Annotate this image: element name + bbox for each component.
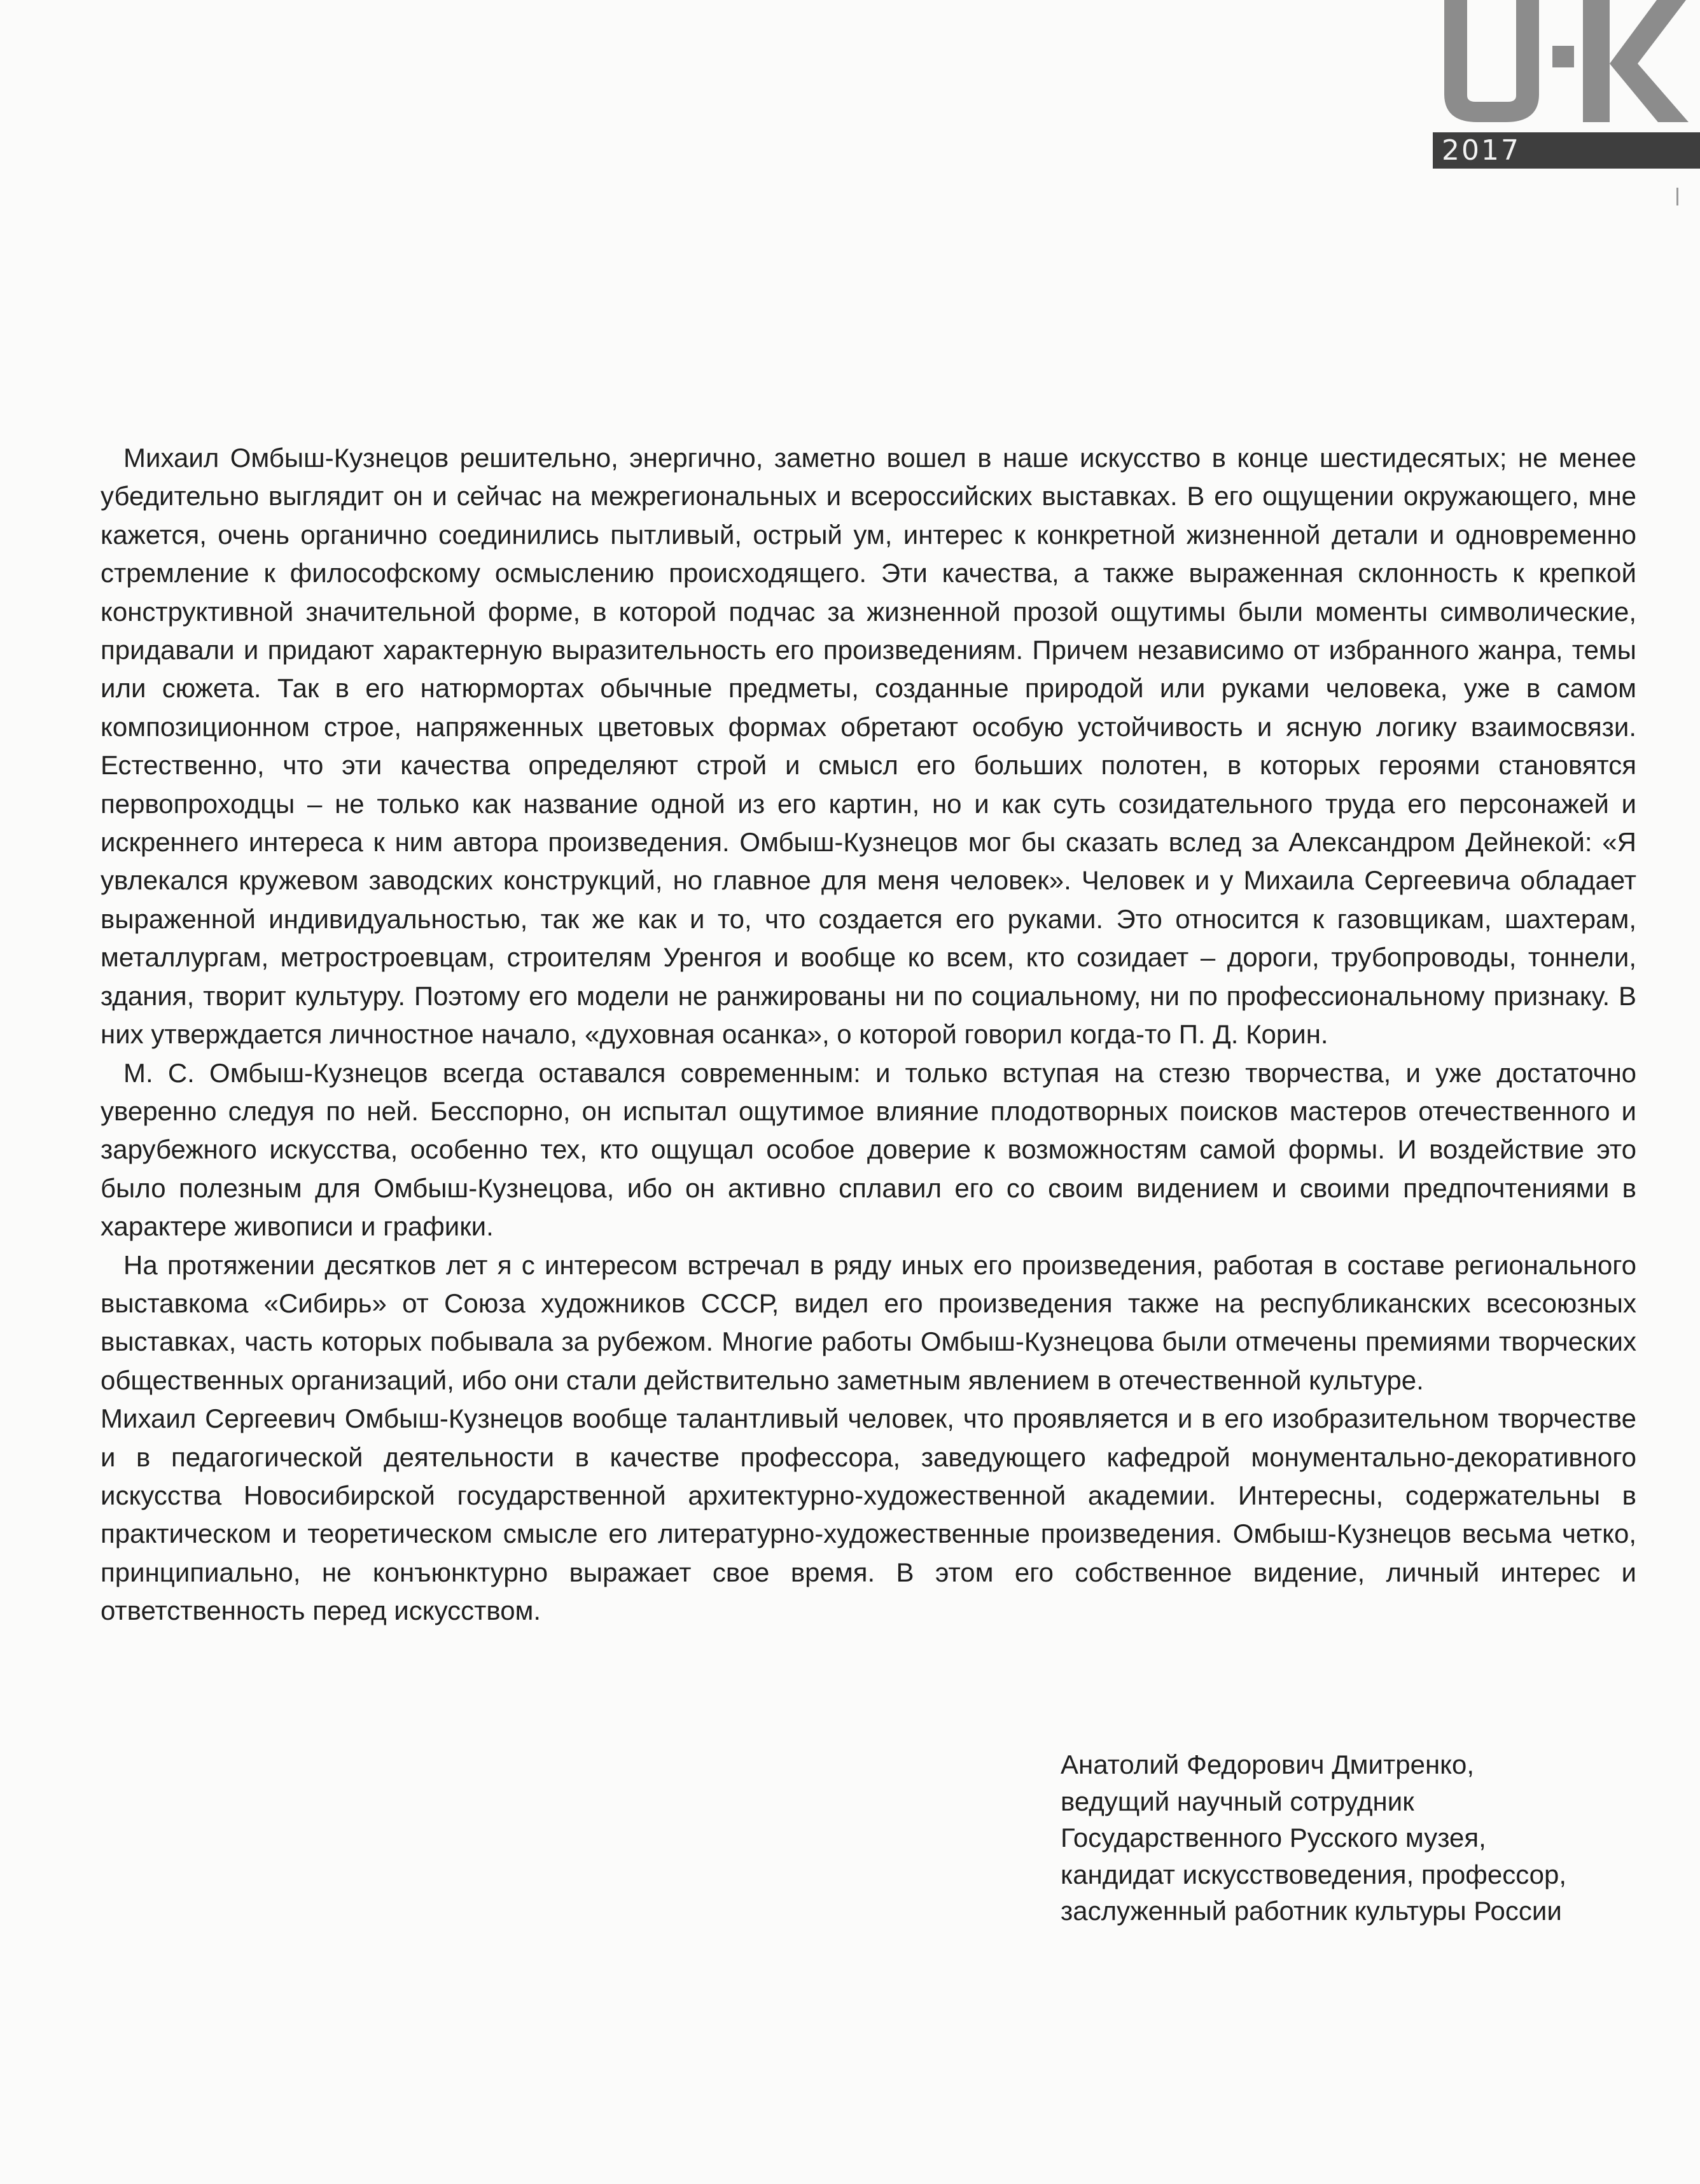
article-paragraph: Михаил Омбыш-Кузнецов решительно, энергично, заметно вошел в наше искусство в конце шестидесятых; не менее убедительно выглядит он и сейчас на межрегиональных и всероссийских выставках. В его ощущении окружающего, мне кажется, очень органично соединились пытливый, острый ум, интерес к конкретной жизненной детали и одновременно стремление к философскому осмыслению происходящего. Эти качества, а также выраженная склонность к крепкой конструктивной значительной форме, в которой подчас за жизненной прозой ощутимы были моменты символические, придавали и придают характерную выразительность его произведениям. Причем независимо от избранного жанра, темы или сюжета. Так в его натюрмортах обычные предметы, созданные природой или руками человека, уже в самом композиционном строе, напряженных цветовых формах обретают особую устойчивость и ясную логику взаимосвязи. Естественно, что эти качества определяют строй и смысл его больших полотен, в которых героями становятся первопроходцы – не только как название одной из его картин, но и как суть созидательного труда его персонажей и искреннего интереса к ним автора произведения. Омбыш-Кузнецов мог бы сказать вслед за Александром Дейнекой: «Я увлекался кружевом заводских конструкций, но главное для меня человек». Человек и у Михаила Сергеевича обладает выраженной индивидуальностью, так же как и то, что создается его руками. Это относится к газовщикам, шахтерам, металлургам, метростроевцам, строителям Уренгоя и вообще ко всем, кто созидает – дороги, трубопроводы, тоннели, здания, творит культуру. Поэтому его модели не ранжированы ни по социальному, ни по профессиональному признаку. В них утверждается личностное начало, «духовная осанка», о которой говорил когда-то П. Д. Корин.	[101, 443, 1636, 1050]
article-body	[101, 439, 1636, 1631]
magazine-logo	[1433, 0, 1700, 169]
logo-mark	[1433, 0, 1700, 127]
article-paragraph: На протяжении десятков лет я с интересом встречал в ряду иных его произведения, работая в составе регионального выставкома «Сибирь» от Союза художников СССР, видел его произведения также на республиканских всесоюзных выставках, часть которых побывала за рубежом. Многие работы Омбыш-Кузнецова были отмечены премиями творческих общественных организаций, ибо они стали действительно заметным явлением в отечественной культуре.	[101, 1249, 1636, 1395]
article-paragraph: М. С. Омбыш-Кузнецов всегда оставался современным: и только вступая на стезю творчества, и уже достаточно уверенно следуя по ней. Бесспорно, он испытал ощутимое влияние плодотворных поисков мастеров отечественного и зарубежного искусства, особенно тех, кто ощущал особое доверие к возможностям самой формы. И воздействие это было полезным для Омбыш-Кузнецова, ибо он активно сплавил его со своим видением и своими предпочтениями в характере живописи и графики.	[101, 1057, 1636, 1242]
author-signature	[1061, 1746, 1646, 1930]
corner-mark	[1676, 188, 1678, 205]
year-label	[1433, 132, 1700, 169]
signature-line: заслуженный работник культуры России	[1061, 1896, 1562, 1926]
signature-line: Государственного Русского музея,	[1061, 1823, 1486, 1853]
year-text: 2017	[1442, 134, 1521, 167]
signature-line: кандидат искусствоведения, профессор,	[1061, 1859, 1567, 1889]
signature-line: ведущий научный сотрудник	[1061, 1786, 1414, 1816]
signature-line: Анатолий Федорович Дмитренко,	[1061, 1749, 1475, 1779]
article-paragraph: Михаил Сергеевич Омбыш-Кузнецов вообще талантливый человек, что проявляется и в его изобразительном творчестве и в педагогической деятельности в качестве профессора, заведующего кафедрой монументально-декоративного искусства Новосибирской государственной архитектурно-художественной академии. Интересны, содержательны в практическом и теоретическом смысле его литературно-художественные произведения. Омбыш-Кузнецов весьма четко, принципиально, не конъюнктурно выражает свое время. В этом его собственное видение, личный интерес и ответственность перед искусством.	[101, 1403, 1636, 1626]
